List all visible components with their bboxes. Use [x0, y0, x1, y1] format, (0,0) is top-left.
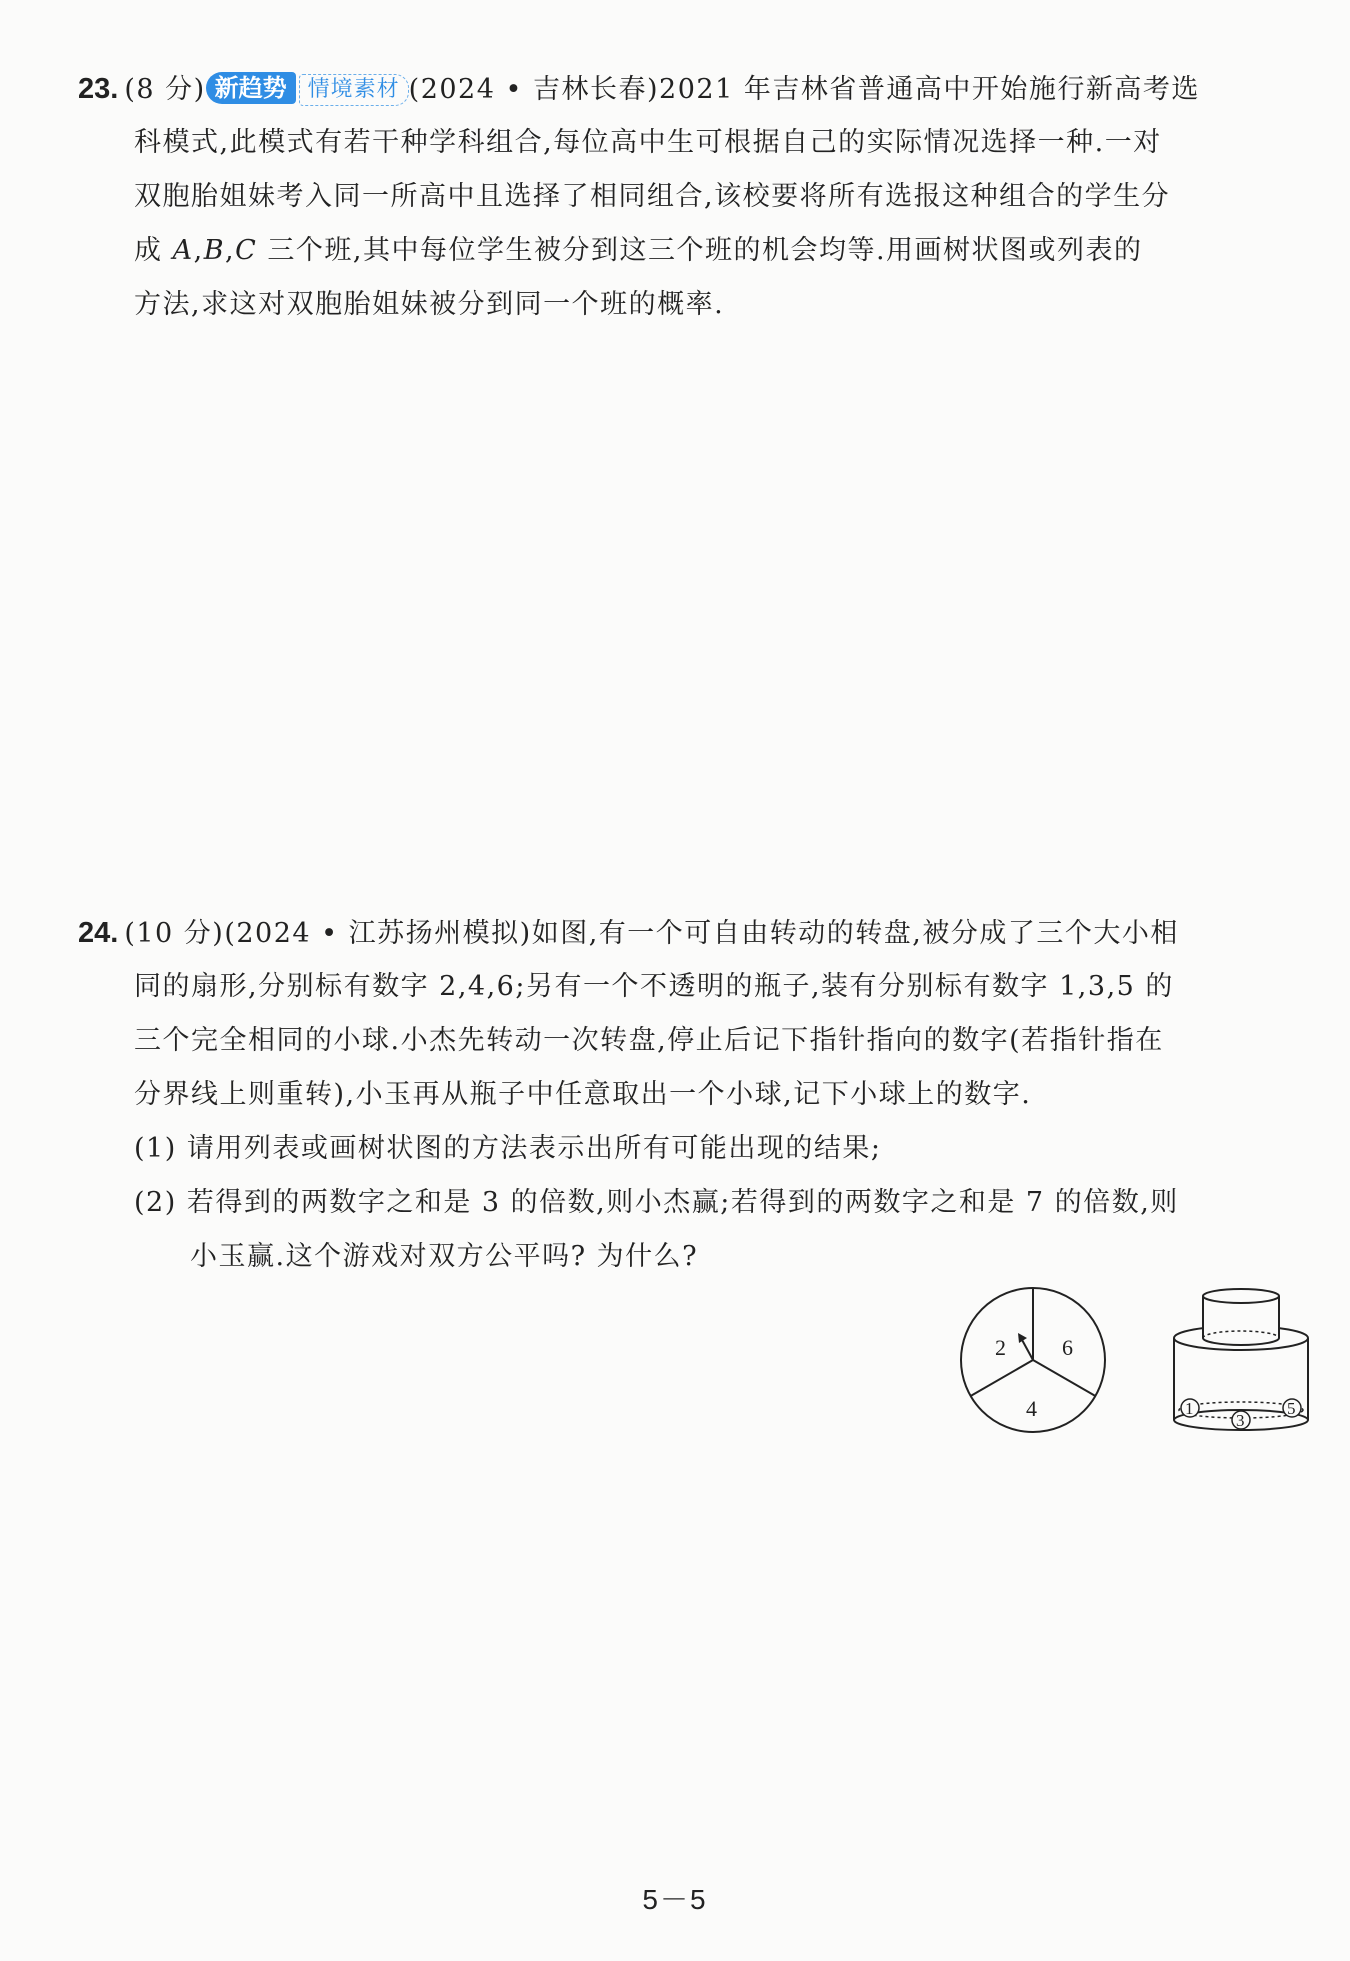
sector-divider — [1033, 1360, 1095, 1396]
problem-24-part-2-cont: 小玉赢.这个游戏对双方公平吗? 为什么? — [190, 1241, 699, 1272]
ball-label-3: 3 — [1236, 1411, 1245, 1430]
sector-label-4: 4 — [1026, 1396, 1037, 1421]
class-a-label: A — [172, 235, 194, 266]
problem-23-line-3: 双胞胎姐妹考入同一所高中且选择了相同组合,该校要将所有选报这种组合的学生分 — [134, 181, 1171, 212]
context-material-badge: 情境素材 — [299, 74, 409, 106]
spinner-figure — [955, 1282, 1111, 1438]
sector-label-2: 2 — [995, 1335, 1006, 1360]
problem-number: 23. — [78, 73, 119, 105]
text-segment: 三个班,其中每位学生被分到这三个班的机会均等.用画树状图或列表的 — [257, 235, 1143, 266]
ball-label-5: 5 — [1287, 1399, 1296, 1418]
problem-23-line-5: 方法,求这对双胞胎姐妹被分到同一个班的概率. — [134, 289, 725, 320]
problem-score: (8 分) — [124, 74, 206, 105]
problem-24-line-2: 同的扇形,分别标有数字 2,4,6;另有一个不透明的瓶子,装有分别标有数字 1,3,5 的 — [134, 971, 1174, 1002]
separator: , — [225, 235, 236, 266]
text-segment: 成 — [134, 235, 173, 266]
class-c-label: C — [235, 235, 258, 266]
problem-23-line-4 — [78, 224, 1308, 278]
problem-24-part-2: (2) 若得到的两数字之和是 3 的倍数,则小杰赢;若得到的两数字之和是 7 的倍数,则 — [134, 1187, 1179, 1218]
problem-number: 24. — [78, 917, 119, 949]
bottle-figure — [1166, 1276, 1316, 1436]
class-b-label: B — [203, 235, 226, 266]
ball-label-1: 1 — [1185, 1399, 1194, 1418]
problem-24-part-1: (1) 请用列表或画树状图的方法表示出所有可能出现的结果; — [134, 1133, 882, 1164]
sector-divider — [971, 1360, 1033, 1396]
problem-24 — [78, 906, 1308, 1284]
separator: , — [193, 235, 204, 266]
problem-23-line-1 — [78, 62, 1308, 116]
problem-24-line-1 — [78, 906, 1308, 960]
problem-text: (10 分)(2024 • 江苏扬州模拟)如图,有一个可自由转动的转盘,被分成了三个大小相 — [124, 918, 1179, 949]
page-number: 5－5 — [642, 1884, 708, 1915]
problem-24-line-3: 三个完全相同的小球.小杰先转动一次转盘,停止后记下指针指向的数字(若指针指在 — [134, 1025, 1164, 1056]
spinner-pointer — [1021, 1338, 1033, 1360]
new-trend-badge: 新趋势 — [206, 72, 296, 104]
problem-23 — [78, 62, 1308, 332]
problem-23-line-2: 科模式,此模式有若干种学科组合,每位高中生可根据自己的实际情况选择一种.一对 — [134, 127, 1162, 158]
problem-source-text: (2024 • 吉林长春)2021 年吉林省普通高中开始施行新高考选 — [408, 74, 1200, 105]
problem-24-line-4: 分界线上则重转),小玉再从瓶子中任意取出一个小球,记下小球上的数字. — [134, 1079, 1032, 1110]
sector-label-6: 6 — [1062, 1335, 1073, 1360]
